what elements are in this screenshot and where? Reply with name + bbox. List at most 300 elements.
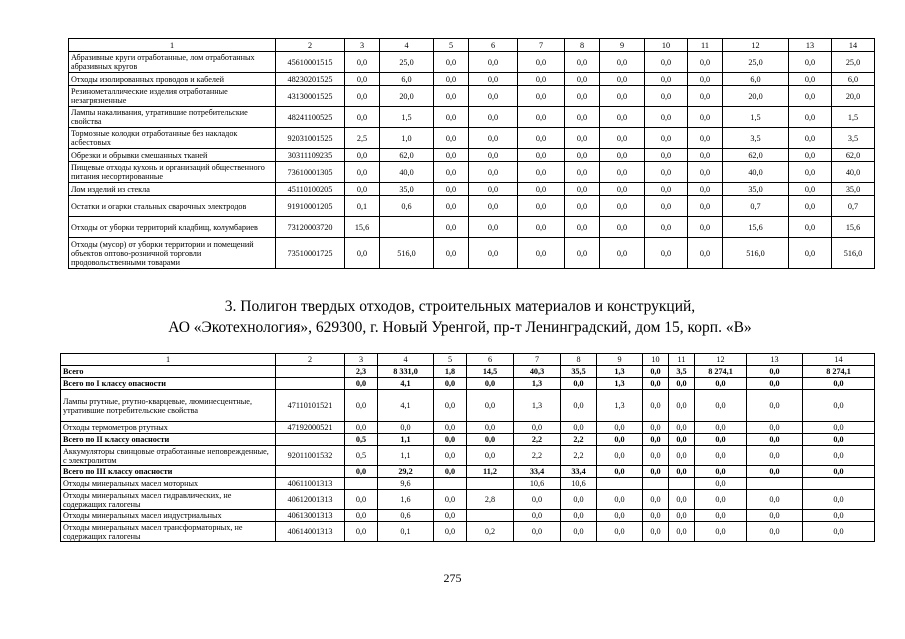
- table-row: [69, 196, 875, 217]
- header-cell: 14: [832, 39, 875, 52]
- value-cell: 0,0: [669, 466, 695, 478]
- value-cell: 1,3: [514, 390, 561, 422]
- table-row: [69, 238, 875, 269]
- value-cell: 0,0: [803, 446, 875, 466]
- value-cell: 0,0: [434, 128, 469, 149]
- value-cell: 0,0: [747, 378, 803, 390]
- value-cell: 0,0: [643, 366, 669, 378]
- value-cell: 0,0: [695, 446, 747, 466]
- value-cell: 0,0: [561, 522, 597, 542]
- waste-code-cell: [276, 434, 345, 446]
- header-cell: 6: [469, 39, 518, 52]
- value-cell: 0,0: [803, 390, 875, 422]
- value-cell: 0,0: [565, 52, 600, 73]
- value-cell: 0,0: [803, 466, 875, 478]
- value-cell: 6,0: [723, 73, 789, 86]
- value-cell: 0,0: [434, 52, 469, 73]
- value-cell: 0,0: [434, 446, 467, 466]
- waste-code-cell: 48241100525: [276, 107, 345, 128]
- value-cell: 1,6: [378, 490, 434, 510]
- value-cell: 0,0: [789, 162, 832, 183]
- value-cell: 0,0: [434, 162, 469, 183]
- waste-name-cell: Тормозные колодки отработанные без накладок асбестовых: [69, 128, 276, 149]
- value-cell: 1,8: [434, 366, 467, 378]
- value-cell: 0,0: [467, 446, 514, 466]
- header-cell: 7: [514, 354, 561, 366]
- waste-name-cell: Отходы изолированных проводов и кабелей: [69, 73, 276, 86]
- value-cell: 0,0: [345, 490, 378, 510]
- waste-name-cell: Аккумуляторы свинцовые отработанные неповрежденные, с электролитом: [61, 446, 276, 466]
- value-cell: 1,3: [597, 378, 643, 390]
- value-cell: 3,5: [669, 366, 695, 378]
- value-cell: 35,0: [380, 183, 434, 196]
- header-cell: 9: [600, 39, 645, 52]
- value-cell: 0,0: [561, 490, 597, 510]
- value-cell: [643, 478, 669, 490]
- value-cell: 0,0: [695, 422, 747, 434]
- header-cell: 8: [565, 39, 600, 52]
- value-cell: 0,0: [518, 183, 565, 196]
- value-cell: 2,8: [467, 490, 514, 510]
- value-cell: 0,0: [645, 128, 688, 149]
- value-cell: 0,0: [434, 107, 469, 128]
- value-cell: 0,0: [514, 522, 561, 542]
- value-cell: 1,0: [380, 128, 434, 149]
- table-row: [61, 522, 875, 542]
- value-cell: 2,3: [345, 366, 378, 378]
- value-cell: 0,0: [518, 238, 565, 269]
- value-cell: 0,0: [345, 238, 380, 269]
- table-row: [61, 446, 875, 466]
- value-cell: 15,6: [345, 217, 380, 238]
- waste-name-cell: Отходы минеральных масел гидравлических, не содержащих галогены: [61, 490, 276, 510]
- value-cell: 0,0: [695, 390, 747, 422]
- value-cell: 9,6: [378, 478, 434, 490]
- header-cell: 2: [276, 354, 345, 366]
- value-cell: 62,0: [380, 149, 434, 162]
- waste-code-cell: 73610001305: [276, 162, 345, 183]
- value-cell: 0,0: [688, 52, 723, 73]
- value-cell: 0,0: [789, 149, 832, 162]
- value-cell: 0,0: [469, 73, 518, 86]
- value-cell: 0,0: [789, 52, 832, 73]
- value-cell: 0,0: [345, 73, 380, 86]
- value-cell: 6,0: [832, 73, 875, 86]
- value-cell: 0,0: [645, 52, 688, 73]
- waste-code-cell: 73510001725: [276, 238, 345, 269]
- waste-name-cell: Пищевые отходы кухонь и организаций общественного питания несортированные: [69, 162, 276, 183]
- value-cell: 33,4: [561, 466, 597, 478]
- value-cell: 0,0: [688, 217, 723, 238]
- value-cell: 6,0: [380, 73, 434, 86]
- header-cell: 11: [669, 354, 695, 366]
- value-cell: 0,0: [345, 390, 378, 422]
- value-cell: 0,0: [747, 390, 803, 422]
- value-cell: 0,5: [345, 446, 378, 466]
- value-cell: 1,5: [380, 107, 434, 128]
- header-cell: 12: [695, 354, 747, 366]
- value-cell: 0,0: [600, 128, 645, 149]
- value-cell: 0,0: [645, 149, 688, 162]
- waste-code-cell: 45610001515: [276, 52, 345, 73]
- value-cell: 516,0: [832, 238, 875, 269]
- value-cell: 0,0: [803, 510, 875, 522]
- value-cell: 20,0: [832, 86, 875, 107]
- value-cell: 0,0: [469, 162, 518, 183]
- value-cell: 0,0: [789, 128, 832, 149]
- value-cell: 1,5: [832, 107, 875, 128]
- value-cell: 20,0: [380, 86, 434, 107]
- value-cell: 0,0: [518, 86, 565, 107]
- value-cell: 0,0: [645, 217, 688, 238]
- value-cell: 0,0: [789, 196, 832, 217]
- table-row: [61, 390, 875, 422]
- value-cell: 0,0: [600, 238, 645, 269]
- waste-name-cell: Отходы (мусор) от уборки территории и помещений объектов оптово-розничной торговли продовольственными товарами: [69, 238, 276, 269]
- value-cell: 516,0: [380, 238, 434, 269]
- value-cell: 0,0: [565, 162, 600, 183]
- header-row: [61, 354, 875, 366]
- header-cell: 3: [345, 39, 380, 52]
- value-cell: 0,0: [565, 196, 600, 217]
- waste-name-cell: Лампы накаливания, утратившие потребительские свойства: [69, 107, 276, 128]
- value-cell: 0,0: [597, 434, 643, 446]
- value-cell: 1,3: [597, 366, 643, 378]
- value-cell: 0,0: [518, 149, 565, 162]
- value-cell: 0,0: [561, 510, 597, 522]
- value-cell: 0,5: [345, 434, 378, 446]
- value-cell: 0,0: [600, 196, 645, 217]
- table-row: [61, 510, 875, 522]
- header-cell: 13: [747, 354, 803, 366]
- value-cell: 0,0: [565, 149, 600, 162]
- waste-code-cell: 92031001525: [276, 128, 345, 149]
- value-cell: 0,0: [688, 196, 723, 217]
- value-cell: 0,0: [469, 149, 518, 162]
- value-cell: 0,0: [434, 183, 469, 196]
- value-cell: 0,0: [600, 149, 645, 162]
- value-cell: 0,0: [669, 522, 695, 542]
- value-cell: 0,0: [643, 434, 669, 446]
- value-cell: 3,5: [832, 128, 875, 149]
- header-row: [69, 39, 875, 52]
- value-cell: 0,0: [518, 162, 565, 183]
- value-cell: 0,0: [747, 422, 803, 434]
- waste-name-cell: Всего: [61, 366, 276, 378]
- table-row: [69, 128, 875, 149]
- section-heading-line-2: АО «Экотехнология», 629300, г. Новый Уренгой, пр-т Ленинградский, дом 15, корп. «В»: [168, 319, 752, 336]
- value-cell: 0,0: [645, 196, 688, 217]
- table-row: [69, 107, 875, 128]
- value-cell: 0,0: [747, 522, 803, 542]
- table-row: [69, 52, 875, 73]
- value-cell: 0,0: [600, 217, 645, 238]
- value-cell: 0,0: [695, 522, 747, 542]
- value-cell: 0,0: [600, 73, 645, 86]
- value-cell: 0,0: [469, 86, 518, 107]
- value-cell: 0,0: [747, 510, 803, 522]
- value-cell: 0,0: [789, 238, 832, 269]
- value-cell: 0,0: [469, 52, 518, 73]
- value-cell: 15,6: [832, 217, 875, 238]
- value-cell: 0,0: [643, 522, 669, 542]
- table-row: [61, 478, 875, 490]
- value-cell: 0,0: [565, 238, 600, 269]
- value-cell: 0,0: [434, 217, 469, 238]
- value-cell: 0,0: [469, 107, 518, 128]
- value-cell: 0,0: [434, 390, 467, 422]
- value-cell: 8 274,1: [803, 366, 875, 378]
- value-cell: 0,0: [434, 149, 469, 162]
- value-cell: 516,0: [723, 238, 789, 269]
- value-cell: 0,0: [565, 183, 600, 196]
- value-cell: 0,0: [345, 466, 378, 478]
- value-cell: 0,0: [688, 73, 723, 86]
- header-cell: 4: [378, 354, 434, 366]
- value-cell: 0,0: [561, 390, 597, 422]
- value-cell: [467, 478, 514, 490]
- value-cell: 0,0: [688, 86, 723, 107]
- value-cell: 0,0: [597, 522, 643, 542]
- waste-name-cell: Отходы термометров ртутных: [61, 422, 276, 434]
- value-cell: 0,0: [600, 162, 645, 183]
- value-cell: 0,1: [378, 522, 434, 542]
- waste-name-cell: Отходы минеральных масел моторных: [61, 478, 276, 490]
- value-cell: 0,6: [380, 196, 434, 217]
- header-cell: 7: [518, 39, 565, 52]
- header-cell: 2: [276, 39, 345, 52]
- value-cell: 40,0: [380, 162, 434, 183]
- waste-name-cell: Всего по I классу опасности: [61, 378, 276, 390]
- value-cell: [747, 478, 803, 490]
- waste-name-cell: Лампы ртутные, ртутно-кварцевые, люминесцентные, утратившие потребительские свойства: [61, 390, 276, 422]
- value-cell: 0,0: [669, 434, 695, 446]
- value-cell: 0,7: [723, 196, 789, 217]
- value-cell: 8 274,1: [695, 366, 747, 378]
- value-cell: 35,0: [832, 183, 875, 196]
- value-cell: 0,0: [518, 128, 565, 149]
- table-row: [69, 162, 875, 183]
- value-cell: 0,0: [469, 196, 518, 217]
- value-cell: 0,0: [789, 107, 832, 128]
- value-cell: 0,0: [643, 422, 669, 434]
- waste-name-cell: Отходы минеральных масел трансформаторных, не содержащих галогены: [61, 522, 276, 542]
- value-cell: 2,2: [561, 446, 597, 466]
- subtotal-row: [61, 378, 875, 390]
- value-cell: 0,0: [789, 73, 832, 86]
- value-cell: 0,0: [803, 434, 875, 446]
- subtotal-row: [61, 466, 875, 478]
- value-cell: 0,0: [688, 149, 723, 162]
- value-cell: 0,0: [669, 378, 695, 390]
- waste-code-cell: 92011001532: [276, 446, 345, 466]
- value-cell: [597, 478, 643, 490]
- value-cell: 0,0: [565, 128, 600, 149]
- value-cell: 0,0: [561, 378, 597, 390]
- value-cell: 10,6: [561, 478, 597, 490]
- waste-table-landfill: [60, 353, 875, 542]
- value-cell: 0,0: [803, 490, 875, 510]
- value-cell: 0,0: [467, 434, 514, 446]
- value-cell: 0,0: [434, 196, 469, 217]
- value-cell: 1,5: [723, 107, 789, 128]
- waste-name-cell: Резинометаллические изделия отработанные незагрязненные: [69, 86, 276, 107]
- value-cell: 0,0: [669, 446, 695, 466]
- value-cell: 0,0: [695, 510, 747, 522]
- waste-code-cell: [276, 466, 345, 478]
- value-cell: 0,0: [747, 490, 803, 510]
- value-cell: 0,0: [600, 86, 645, 107]
- value-cell: 0,0: [434, 434, 467, 446]
- value-cell: 0,0: [645, 86, 688, 107]
- waste-code-cell: [276, 366, 345, 378]
- value-cell: 0,0: [600, 183, 645, 196]
- value-cell: 25,0: [380, 52, 434, 73]
- value-cell: 0,0: [645, 183, 688, 196]
- value-cell: 2,2: [514, 446, 561, 466]
- waste-name-cell: Всего по II классу опасности: [61, 434, 276, 446]
- value-cell: [669, 478, 695, 490]
- value-cell: 0,0: [469, 128, 518, 149]
- value-cell: 0,0: [669, 390, 695, 422]
- value-cell: 0,0: [747, 466, 803, 478]
- value-cell: 0,0: [467, 390, 514, 422]
- value-cell: 0,0: [803, 522, 875, 542]
- table-row: [69, 73, 875, 86]
- value-cell: 0,0: [345, 86, 380, 107]
- value-cell: 1,1: [378, 446, 434, 466]
- header-cell: 14: [803, 354, 875, 366]
- value-cell: 40,0: [832, 162, 875, 183]
- value-cell: 0,0: [695, 434, 747, 446]
- value-cell: 0,0: [643, 378, 669, 390]
- value-cell: 0,0: [643, 510, 669, 522]
- value-cell: 0,0: [514, 422, 561, 434]
- value-cell: 8 331,0: [378, 366, 434, 378]
- page-number: 275: [443, 571, 462, 585]
- value-cell: 0,0: [643, 490, 669, 510]
- waste-code-cell: 47110101521: [276, 390, 345, 422]
- waste-name-cell: Обрезки и обрывки смешанных тканей: [69, 149, 276, 162]
- value-cell: 2,2: [561, 434, 597, 446]
- value-cell: 0,0: [467, 422, 514, 434]
- value-cell: 3,5: [723, 128, 789, 149]
- value-cell: 0,0: [514, 490, 561, 510]
- value-cell: 0,0: [695, 466, 747, 478]
- waste-table-upper: [68, 38, 875, 269]
- value-cell: 0,0: [747, 434, 803, 446]
- value-cell: 2,5: [345, 128, 380, 149]
- value-cell: 0,0: [434, 73, 469, 86]
- value-cell: 0,0: [600, 107, 645, 128]
- value-cell: 0,2: [467, 522, 514, 542]
- table-row: [61, 490, 875, 510]
- value-cell: 1,3: [597, 390, 643, 422]
- value-cell: 0,7: [832, 196, 875, 217]
- value-cell: 0,0: [669, 510, 695, 522]
- header-cell: 10: [643, 354, 669, 366]
- header-cell: 13: [789, 39, 832, 52]
- value-cell: 0,0: [434, 466, 467, 478]
- header-cell: 10: [645, 39, 688, 52]
- waste-name-cell: Отходы минеральных масел индустриальных: [61, 510, 276, 522]
- waste-code-cell: 40612001313: [276, 490, 345, 510]
- value-cell: 0,0: [789, 86, 832, 107]
- table-row: [69, 86, 875, 107]
- waste-code-cell: 47192000521: [276, 422, 345, 434]
- value-cell: 0,0: [345, 149, 380, 162]
- waste-name-cell: Остатки и огарки стальных сварочных электродов: [69, 196, 276, 217]
- header-cell: 12: [723, 39, 789, 52]
- value-cell: 40,3: [514, 366, 561, 378]
- value-cell: 0,0: [597, 490, 643, 510]
- value-cell: 0,0: [688, 128, 723, 149]
- waste-name-cell: Отходы от уборки территорий кладбищ, колумбариев: [69, 217, 276, 238]
- waste-name-cell: Абразивные круги отработанные, лом отработанных абразивных кругов: [69, 52, 276, 73]
- waste-code-cell: [276, 378, 345, 390]
- value-cell: 35,0: [723, 183, 789, 196]
- value-cell: 2,2: [514, 434, 561, 446]
- value-cell: 0,0: [345, 378, 378, 390]
- table-row: [61, 422, 875, 434]
- header-cell: 5: [434, 39, 469, 52]
- header-cell: 8: [561, 354, 597, 366]
- value-cell: 0,0: [345, 183, 380, 196]
- waste-code-cell: 45110100205: [276, 183, 345, 196]
- value-cell: 0,0: [378, 422, 434, 434]
- section-heading-line-1: 3. Полигон твердых отходов, строительных материалов и конструкций,: [224, 298, 696, 315]
- header-cell: 1: [69, 39, 276, 52]
- value-cell: 40,0: [723, 162, 789, 183]
- value-cell: 0,0: [695, 478, 747, 490]
- value-cell: 0,0: [643, 446, 669, 466]
- value-cell: 0,0: [747, 366, 803, 378]
- waste-code-cell: 30311109235: [276, 149, 345, 162]
- value-cell: 0,0: [434, 86, 469, 107]
- value-cell: 0,0: [518, 196, 565, 217]
- value-cell: 0,0: [469, 238, 518, 269]
- waste-code-cell: 40614001313: [276, 522, 345, 542]
- value-cell: 0,0: [434, 510, 467, 522]
- waste-code-cell: 40611001313: [276, 478, 345, 490]
- value-cell: 0,0: [645, 162, 688, 183]
- value-cell: 0,0: [669, 490, 695, 510]
- value-cell: 29,2: [378, 466, 434, 478]
- value-cell: [345, 478, 378, 490]
- value-cell: 0,0: [645, 73, 688, 86]
- value-cell: 11,2: [467, 466, 514, 478]
- value-cell: 0,0: [645, 107, 688, 128]
- value-cell: 0,0: [518, 73, 565, 86]
- value-cell: 0,6: [378, 510, 434, 522]
- value-cell: [467, 510, 514, 522]
- value-cell: 4,1: [378, 378, 434, 390]
- value-cell: 0,0: [747, 446, 803, 466]
- table-row: [69, 217, 875, 238]
- value-cell: 0,0: [695, 378, 747, 390]
- value-cell: 0,0: [467, 378, 514, 390]
- value-cell: 0,0: [803, 378, 875, 390]
- value-cell: 0,0: [345, 510, 378, 522]
- value-cell: 0,0: [565, 73, 600, 86]
- value-cell: 0,0: [434, 422, 467, 434]
- value-cell: 0,0: [345, 422, 378, 434]
- waste-code-cell: 91910001205: [276, 196, 345, 217]
- value-cell: [380, 217, 434, 238]
- waste-code-cell: 40613001313: [276, 510, 345, 522]
- value-cell: 0,0: [469, 217, 518, 238]
- value-cell: 25,0: [723, 52, 789, 73]
